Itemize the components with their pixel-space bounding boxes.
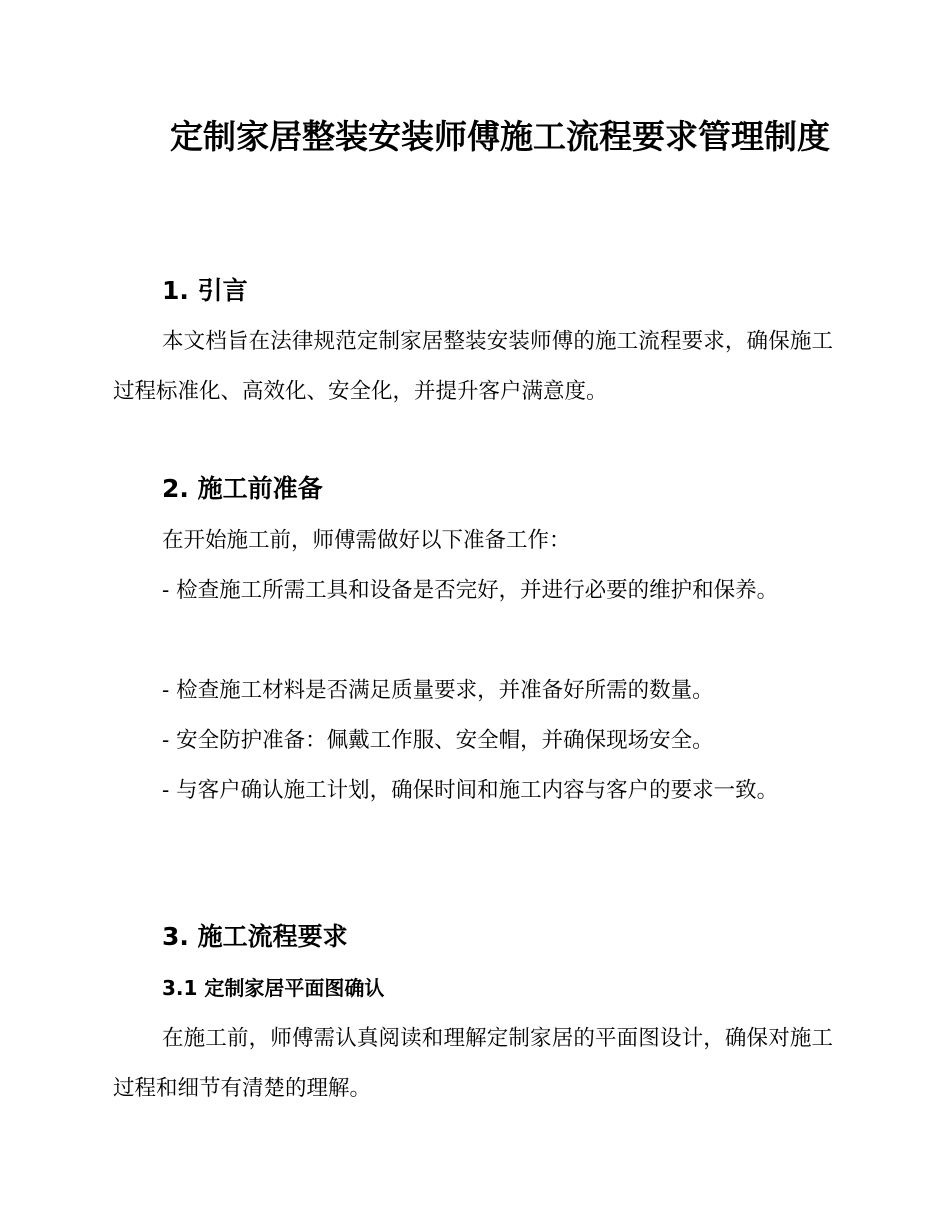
preparation-list-item: - 检查施工材料是否满足质量要求，并准备好所需的数量。 [162, 678, 714, 703]
floor-plan-paragraph: 在施工前，师傅需认真阅读和理解定制家居的平面图设计，确保对施工过程和细节有清楚的理解。 [113, 1026, 833, 1101]
preparation-list-item: - 与客户确认施工计划，确保时间和施工内容与客户的要求一致。 [162, 778, 779, 803]
section-heading-preparation: 2. 施工前准备 [162, 474, 323, 503]
preparation-list-item: - 安全防护准备：佩戴工作服、安全帽，并确保现场安全。 [162, 728, 714, 753]
section-heading-introduction: 1. 引言 [162, 276, 248, 305]
preparation-intro-paragraph: 在开始施工前，师傅需做好以下准备工作： [162, 528, 571, 553]
subsection-heading-floor-plan: 3.1 定制家居平面图确认 [162, 976, 385, 1000]
document-title: 定制家居整装安装师傅施工流程要求管理制度 [170, 117, 830, 156]
preparation-list-item: - 检查施工所需工具和设备是否完好，并进行必要的维护和保养。 [162, 578, 779, 603]
section-heading-construction-process: 3. 施工流程要求 [162, 922, 348, 951]
introduction-paragraph: 本文档旨在法律规范定制家居整装安装师傅的施工流程要求，确保施工过程标准化、高效化、安全化，并提升客户满意度。 [113, 329, 833, 404]
